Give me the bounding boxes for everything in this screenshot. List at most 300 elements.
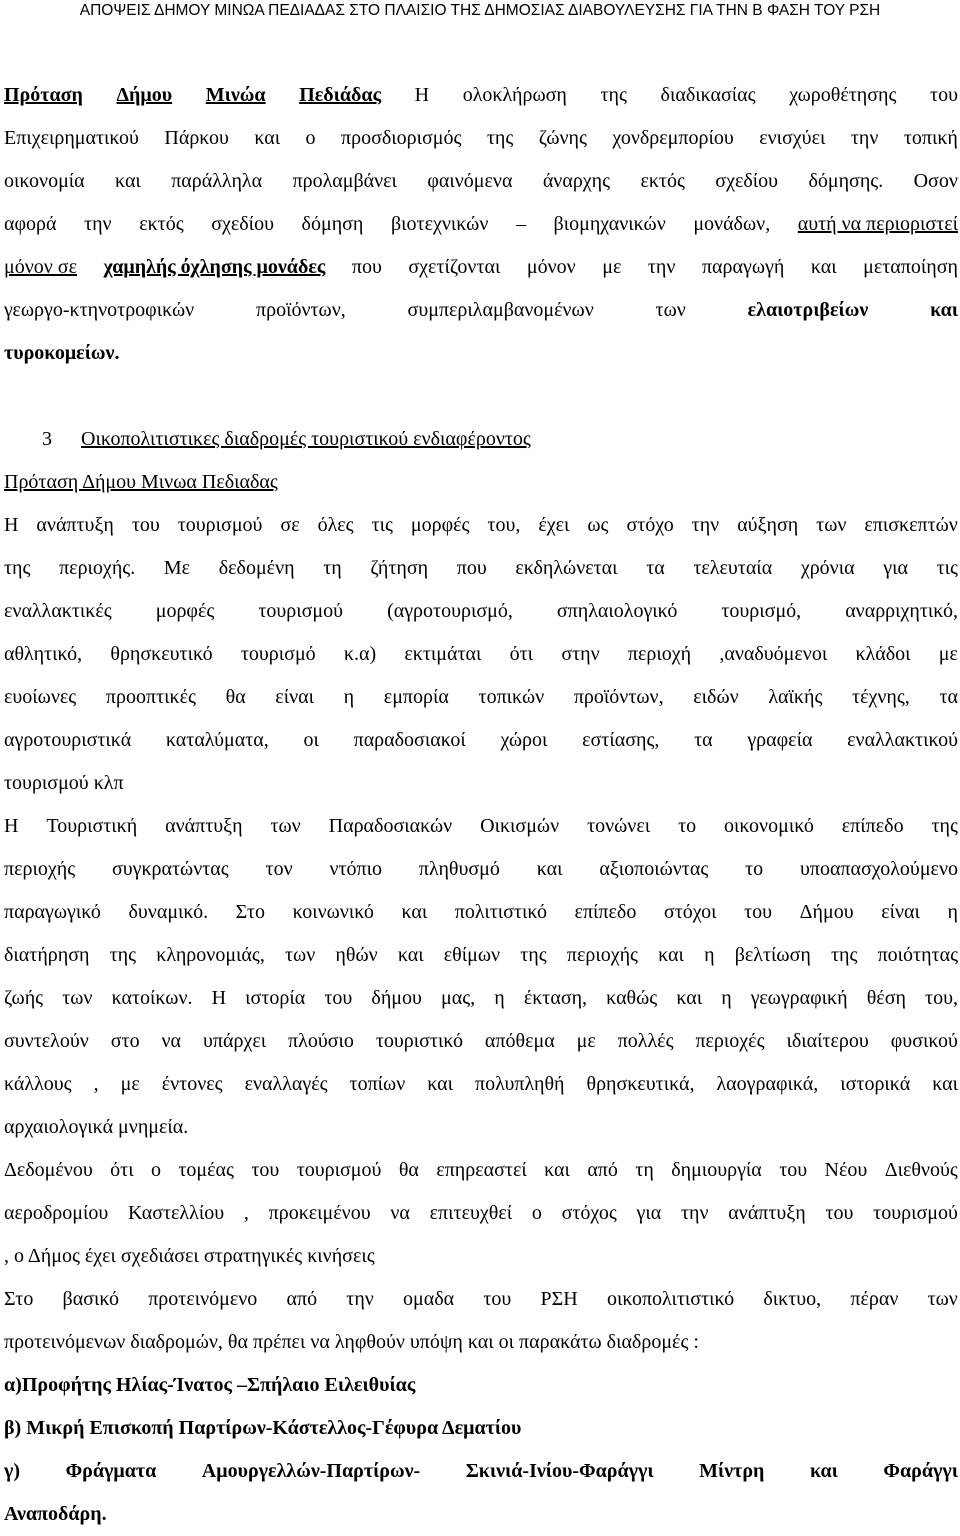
word: διατήρηση	[4, 944, 90, 966]
word: ότι	[110, 1159, 134, 1181]
word: μορφές	[410, 514, 470, 536]
word: παραγωγή	[701, 256, 785, 278]
word: ως	[587, 514, 609, 536]
word: δικτυο,	[763, 1288, 822, 1310]
word: που	[456, 557, 487, 579]
word: και	[536, 858, 563, 880]
word: και	[810, 256, 837, 278]
word: του	[744, 901, 773, 923]
word: Αναποδάρη.	[4, 1503, 107, 1525]
word: συγκρατώντας	[111, 858, 229, 880]
word: δόμηση	[301, 213, 364, 235]
word: χώροι	[500, 729, 548, 751]
word: κοινωνικό	[292, 901, 374, 923]
running-header: ΑΠΟΨΕΙΣ ΔΗΜΟΥ ΜΙΝΩΑ ΠΕΔΙΑΔΑΣ ΣΤΟ ΠΛΑΙΣΙΟ ΤΗΣ ΔΗΜΟΣΙΑΣ ΔΙΑΒΟΥΛΕΥΣΗΣ ΓΙΑ ΤΗΝ Β ΦΑΣΗ ΤΟΥ ΡΣΗ	[79, 2, 881, 19]
proposal-label-line	[4, 461, 958, 504]
word: αυτή να περιοριστεί	[797, 213, 958, 235]
word: χονδρεμπορίου	[612, 127, 734, 149]
word: τοπικών	[478, 686, 545, 708]
word: πλούσιο	[288, 1030, 354, 1052]
word: από	[587, 1159, 618, 1181]
word: τελευταία	[693, 557, 773, 579]
word: της	[520, 944, 547, 966]
word: τις	[371, 514, 393, 536]
word: αρχαιολογικά μνημεία.	[4, 1116, 189, 1138]
word: στην	[561, 643, 600, 665]
word: ζώνης	[538, 127, 587, 149]
word: το	[678, 815, 697, 837]
word: Φαράγγι	[883, 1460, 958, 1482]
word: δημιουργία	[671, 1159, 762, 1181]
word: με	[602, 256, 622, 278]
word: έχει	[538, 514, 570, 536]
word: τουριστικό	[375, 1030, 463, 1052]
section-number: 3	[42, 428, 52, 450]
word: των	[927, 1288, 958, 1310]
word: στόχοι	[663, 901, 717, 923]
word: τα	[939, 686, 958, 708]
word: ο	[531, 1202, 542, 1224]
word: πολιτιστικό	[454, 901, 547, 923]
word: χρόνια	[800, 557, 855, 579]
word: υπάρχει	[202, 1030, 267, 1052]
word: προκειμένου	[268, 1202, 371, 1224]
word: εκτός	[640, 170, 685, 192]
word: αφορά	[4, 213, 57, 235]
word: κατοίκων.	[111, 987, 193, 1009]
word: θέση	[866, 987, 906, 1009]
word: και	[930, 299, 958, 321]
word: γεωγραφική	[750, 987, 848, 1009]
word: τουρισμού κλπ	[4, 772, 124, 794]
word: η	[704, 944, 715, 966]
word: περιοχής	[566, 944, 638, 966]
word: των	[285, 944, 316, 966]
word: του	[930, 84, 958, 106]
word: έντονες	[161, 1073, 223, 1095]
word: αναρριχητικό,	[845, 600, 958, 622]
word: ενισχύει	[759, 127, 826, 149]
word: ανάπτυξη	[728, 1202, 806, 1224]
route-label: α)Προφήτης Ηλίας-Ίνατος –Σπήλαιο Ειλειθυίας	[4, 1374, 416, 1396]
word: της	[4, 557, 31, 579]
word: θα	[398, 1159, 419, 1181]
word: Η	[4, 815, 19, 837]
word: προτεινόμενο	[148, 1288, 258, 1310]
word: οι	[303, 729, 319, 751]
word: Η	[211, 987, 227, 1009]
word: ελαιοτριβείων	[747, 299, 869, 321]
word: βασικό	[62, 1288, 119, 1310]
word: λαϊκής	[768, 686, 823, 708]
text-line	[4, 1235, 958, 1278]
word: εναλλακτικού	[847, 729, 958, 751]
word: Νέου	[824, 1159, 868, 1181]
word: και	[932, 1073, 958, 1095]
word: εστίασης,	[582, 729, 660, 751]
word: για	[636, 1202, 662, 1224]
text-line	[4, 719, 958, 762]
word: ειδών	[693, 686, 739, 708]
word: αθλητικό,	[4, 643, 83, 665]
section-industrial-zones	[4, 74, 958, 375]
word: εκτός	[139, 213, 184, 235]
word: προσδιορισμός	[340, 127, 462, 149]
word: είναι	[275, 686, 314, 708]
word: θρησκευτικά,	[586, 1073, 695, 1095]
word: και	[427, 1073, 454, 1095]
word: Στο	[235, 901, 265, 923]
word: την	[346, 1288, 374, 1310]
word: επηρεαστεί	[436, 1159, 527, 1181]
word: ο	[150, 1159, 161, 1181]
word: καταλύματα,	[165, 729, 269, 751]
word: ΡΣΗ	[540, 1288, 578, 1310]
word: περιοχής.	[59, 557, 136, 579]
text-line	[4, 848, 958, 891]
word: εκδηλώνεται	[515, 557, 618, 579]
word: του	[483, 1288, 512, 1310]
word: τουρισμού	[177, 514, 263, 536]
word: του	[324, 987, 353, 1009]
word: ιστορικά	[840, 1073, 911, 1095]
word: αύξηση	[737, 514, 799, 536]
word: τυροκομείων.	[4, 342, 120, 364]
word: Μινώα	[205, 84, 266, 106]
text-line	[4, 805, 958, 848]
route-item	[4, 1407, 958, 1450]
word: Στο	[4, 1288, 34, 1310]
word: τουρισμό	[240, 643, 316, 665]
word: από	[286, 1288, 318, 1310]
word: και	[544, 1159, 570, 1181]
word: της	[109, 944, 137, 966]
word: αεροδρομίου	[4, 1202, 109, 1224]
word: μορφές	[155, 600, 215, 622]
word: και	[401, 901, 428, 923]
word: και	[397, 944, 424, 966]
word: εθίμων	[443, 944, 501, 966]
word: γεωργο-κτηνοτροφικών	[4, 299, 195, 321]
word: του,	[925, 987, 958, 1009]
word: στόχο	[626, 514, 674, 536]
word: το	[745, 858, 764, 880]
word: εναλλακτικές	[4, 600, 112, 622]
word: τη	[635, 1159, 654, 1181]
word: των	[62, 987, 93, 1009]
word: δυναμικό.	[128, 901, 209, 923]
word: με	[576, 1030, 596, 1052]
word: ομαδα	[403, 1288, 455, 1310]
word: της	[600, 84, 627, 106]
word: έκταση,	[523, 987, 588, 1009]
word: δόμησης.	[808, 170, 884, 192]
word: τομέας	[178, 1159, 234, 1181]
word: των	[655, 299, 686, 321]
word: του,	[487, 514, 521, 536]
word: , ο Δήμος έχει σχεδιάσει στρατηγικές κινήσεις	[4, 1245, 375, 1267]
document-body	[4, 74, 958, 1536]
word: κλάδοι	[855, 643, 911, 665]
word: χωροθέτησης	[789, 84, 897, 106]
word: μόνον	[526, 256, 576, 278]
word: συμπεριλαμβανομένων	[407, 299, 594, 321]
word: κληρονομιάς,	[156, 944, 265, 966]
text-line	[4, 1321, 958, 1364]
word: οικονομία	[4, 170, 85, 192]
word: ποιότητας	[877, 944, 958, 966]
word: άναρχης	[542, 170, 611, 192]
word: τουρισμού	[258, 600, 344, 622]
word: γ)	[4, 1460, 21, 1482]
word: πληθυσμό	[418, 858, 500, 880]
word: του	[131, 514, 160, 536]
word: βιομηχανικών	[553, 213, 666, 235]
word: γραφεία	[747, 729, 813, 751]
text-line	[4, 1020, 958, 1063]
text-line	[4, 762, 958, 805]
word: παραγωγικό	[4, 901, 101, 923]
word: και	[676, 987, 703, 1009]
word: Επιχειρηματικού	[4, 127, 139, 149]
word: Οσον	[913, 170, 958, 192]
word: μας,	[441, 987, 476, 1009]
word: εκτιμάται	[404, 643, 482, 665]
word: ,	[93, 1073, 99, 1095]
word: και	[254, 127, 281, 149]
word: με	[120, 1073, 140, 1095]
word: μόνον σε	[4, 256, 77, 278]
text-line	[4, 633, 958, 676]
route-label: β) Μικρή Επισκοπή Παρτίρων-Κάστελλος-Γέφυρα Δεματίου	[4, 1417, 522, 1439]
word: απόθεμα	[484, 1030, 555, 1052]
word: τη	[323, 557, 342, 579]
word: υποαπασχολούμενο	[799, 858, 958, 880]
word: ανάπτυξη	[165, 815, 243, 837]
word: της	[830, 944, 858, 966]
word: συντελούν	[4, 1030, 89, 1052]
word: τοπίων	[349, 1073, 406, 1095]
word: του	[251, 1159, 280, 1181]
route-item	[4, 1450, 958, 1493]
word: περιοχή	[627, 643, 692, 665]
word: κάλλους	[4, 1073, 72, 1095]
word: και	[809, 1460, 838, 1482]
word: Με	[163, 557, 191, 579]
word: Διεθνούς	[884, 1159, 958, 1181]
word: ανάπτυξη	[36, 514, 114, 536]
word: διαδικασίας	[660, 84, 756, 106]
word: βελτίωση	[734, 944, 811, 966]
word: δήμου	[371, 987, 422, 1009]
word: η	[721, 987, 732, 1009]
word: επίπεδο	[841, 815, 904, 837]
text-line	[4, 977, 958, 1020]
word: σχεδίου	[715, 170, 779, 192]
word: αξιοποιώντας	[599, 858, 709, 880]
word: τις	[936, 557, 958, 579]
word: Δεδομένου	[4, 1159, 93, 1181]
word: δεδομένη	[218, 557, 295, 579]
word: των	[816, 514, 847, 536]
word: μονάδων,	[693, 213, 771, 235]
word: ότι	[509, 643, 534, 665]
word: προλαμβάνει	[292, 170, 397, 192]
word: τα	[646, 557, 665, 579]
text-line	[4, 504, 958, 547]
word: τουρισμού	[873, 1202, 958, 1224]
word: ηθών	[335, 944, 378, 966]
word: είναι	[881, 901, 920, 923]
word: που	[351, 256, 382, 278]
word: την	[691, 514, 720, 536]
word: Σκινιά-Ινίου-Φαράγγι	[465, 1460, 654, 1482]
text-line	[4, 1192, 958, 1235]
word: φυσικού	[890, 1030, 958, 1052]
word: πέραν	[850, 1288, 899, 1310]
word: ζωής	[4, 987, 44, 1009]
word: αγροτουριστικά	[4, 729, 132, 751]
word: ο	[305, 127, 316, 149]
route-item	[4, 1364, 958, 1407]
text-line	[4, 676, 958, 719]
word: σχεδίου	[211, 213, 274, 235]
word: τονώνει	[587, 815, 651, 837]
word: η	[494, 987, 505, 1009]
word: προοπτικές	[105, 686, 196, 708]
word: της	[931, 815, 958, 837]
word: Παραδοσιακών	[328, 815, 453, 837]
text-line	[4, 160, 958, 203]
word: και	[115, 170, 141, 192]
word: την	[681, 1202, 709, 1224]
word: θρησκευτικό	[110, 643, 213, 665]
word: προτεινόμενων διαδρομών, θα πρέπει να ληφθούν υπόψη και οι παρακάτω διαδρομές :	[4, 1331, 699, 1353]
section-3-paragraphs	[4, 504, 958, 1364]
word: ,	[243, 1202, 249, 1224]
text-line	[4, 547, 958, 590]
text-line	[4, 117, 958, 160]
word: τα	[694, 729, 713, 751]
word: ,αναδυόμενοι	[719, 643, 828, 665]
word: για	[883, 557, 908, 579]
word: εμπορία	[383, 686, 449, 708]
text-line	[4, 1149, 958, 1192]
word: Τουριστική	[46, 815, 138, 837]
word: εναλλαγές	[244, 1073, 328, 1095]
word: την	[850, 127, 879, 149]
word: η	[947, 901, 958, 923]
word: μεταποίηση	[863, 256, 958, 278]
word: και	[658, 944, 684, 966]
word: τέχνης,	[852, 686, 910, 708]
text-line	[4, 1063, 958, 1106]
word: σπηλαιολογικό	[556, 600, 678, 622]
word: τον	[265, 858, 293, 880]
word: την	[647, 256, 676, 278]
word: –	[515, 213, 526, 235]
word: βιοτεχνικών	[390, 213, 489, 235]
word: Αμουργελλών-Παρτίρων-	[201, 1460, 421, 1482]
text-line	[4, 590, 958, 633]
word: οικονομικό	[724, 815, 814, 837]
word: Πρόταση	[4, 84, 83, 106]
word: της	[486, 127, 514, 149]
word: Η	[4, 514, 19, 536]
word: οικοπολιτιστικό	[606, 1288, 735, 1310]
word: του	[779, 1159, 808, 1181]
word: πολυπληθή	[475, 1073, 565, 1095]
word: περιοχής	[4, 858, 76, 880]
word: ιστορία	[245, 987, 306, 1009]
text-line	[4, 934, 958, 977]
word: του	[825, 1202, 854, 1224]
word: Πεδιάδας	[299, 84, 382, 106]
word: παράλληλα	[171, 170, 263, 192]
word: καθώς	[606, 987, 658, 1009]
word: προϊόντων,	[573, 686, 664, 708]
word: Φράγματα	[65, 1460, 157, 1482]
text-line	[4, 246, 958, 289]
word: να	[390, 1202, 410, 1224]
word: την	[84, 213, 112, 235]
word: επίπεδο	[574, 901, 637, 923]
word: τουρισμού	[296, 1159, 382, 1181]
word: με	[938, 643, 958, 665]
word: των	[270, 815, 301, 837]
word: να	[161, 1030, 182, 1052]
section-title: Οικοπολιτιστικες διαδρομές τουριστικού ενδιαφέροντος	[81, 428, 531, 450]
word: τοπική	[903, 127, 958, 149]
proposal-label: Πρόταση Δήμου Μινωα Πεδιαδας	[4, 471, 278, 493]
word: χαμηλής όχλησης μονάδες	[103, 256, 326, 278]
word: Οικισμών	[480, 815, 560, 837]
word: ιδιαίτερου	[786, 1030, 869, 1052]
word: όλες	[317, 514, 354, 536]
text-line	[4, 74, 958, 117]
word: ζήτηση	[370, 557, 429, 579]
word: Δήμου	[799, 901, 854, 923]
word: φαινόμενα	[427, 170, 513, 192]
word: (αγροτουρισμό,	[387, 600, 513, 622]
word: ολοκλήρωση	[462, 84, 567, 106]
text-line	[4, 332, 958, 375]
text-line	[4, 1106, 958, 1149]
text-line	[4, 289, 958, 332]
word: Καστελλίου	[128, 1202, 225, 1224]
word: ντόπιο	[329, 858, 383, 880]
word: Μίντρη	[699, 1460, 765, 1482]
word: στο	[110, 1030, 140, 1052]
word: κ.α)	[343, 643, 377, 665]
word: Δήμου	[116, 84, 173, 106]
text-line	[4, 1278, 958, 1321]
word: στόχος	[561, 1202, 617, 1224]
word: σχετίζονται	[408, 256, 501, 278]
word: περιοχές	[695, 1030, 765, 1052]
word: επισκεπτών	[864, 514, 958, 536]
word: τουρισμό,	[721, 600, 802, 622]
word: Η	[414, 84, 430, 106]
word: επιτευχθεί	[429, 1202, 513, 1224]
text-line	[4, 891, 958, 934]
word: ευοίωνες	[4, 686, 77, 708]
route-item-continuation	[4, 1493, 958, 1536]
word: πολλές	[617, 1030, 674, 1052]
word: σε	[280, 514, 300, 536]
word: λαογραφικά,	[716, 1073, 819, 1095]
section-3-heading	[4, 418, 958, 461]
